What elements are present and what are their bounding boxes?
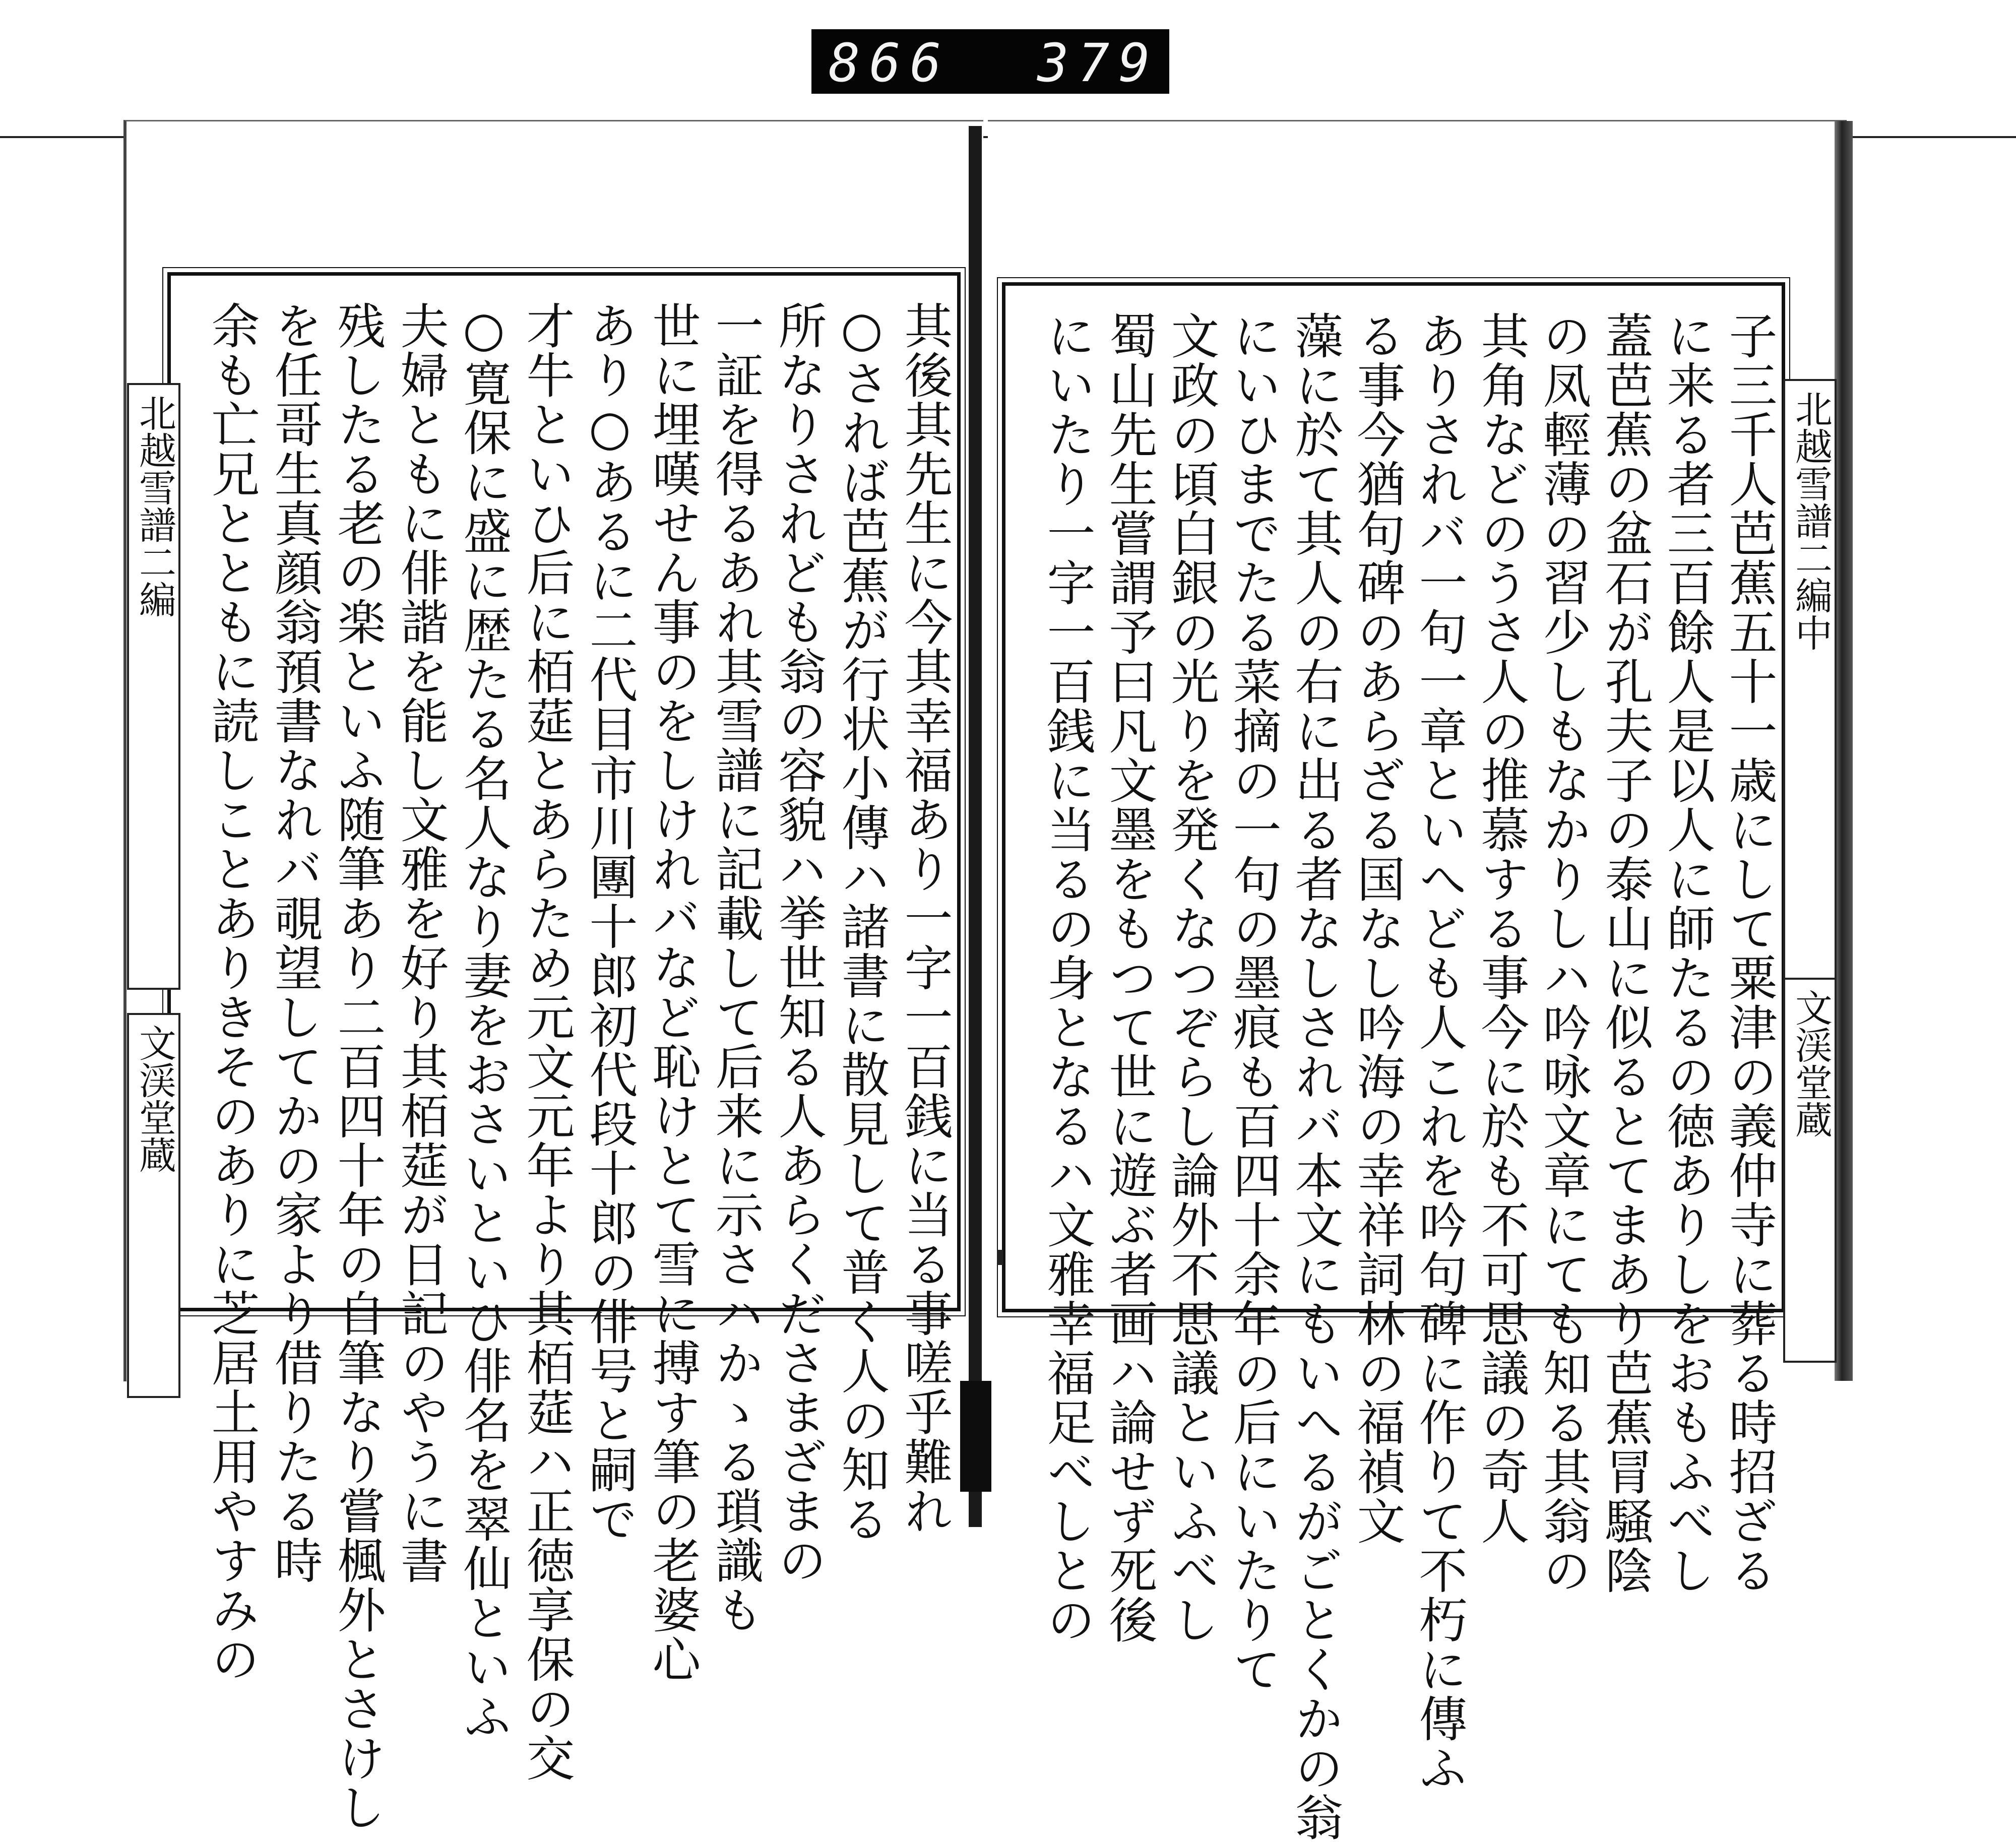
right-hashira-folio: 文渓堂蔵 — [1783, 978, 1837, 1363]
right-hashira-title: 北越雪譜二編中 — [1783, 379, 1837, 986]
right-text-column-7: る事今猶句碑のあらざる国なし吟海の幸祥詞林の福禎文 — [1349, 311, 1406, 1546]
right-text-column-1: 子三千人芭蕉五十一歳にして粟津の義仲寺に葬る時招ざる — [1721, 311, 1778, 1595]
left-page-frame — [167, 272, 961, 1832]
right-text-column-8: 藻に於て其人の右に出る者なしされバ本文にもいへるがごとくかの翁 — [1287, 311, 1344, 1842]
left-text-column-12: 余も亡兄とともに読しことありきそのありに芝居土用やすみの — [204, 301, 260, 1684]
right-text-column-11: 蜀山先生嘗謂予曰凡文墨をもつて世に遊ぶ者画ハ論せず死後 — [1101, 311, 1158, 1644]
left-text-column-1: 其後其先生に今其幸福あり一字一百銭に当る事嗟乎難れ — [897, 301, 953, 1536]
left-text-column-4: 一証を得るあれ其雪譜に記載して后来に示さハかゝる瑣識も — [708, 301, 764, 1634]
left-text-column-6: あり○あるに二代目市川團十郎初代段十郎の俳号と嗣で — [582, 301, 638, 1544]
left-text-column-5: 世に埋嘆せん事のをしけれバなど恥けとて雪に搏す筆の老婆心 — [645, 301, 701, 1684]
right-text-column-6: ありされバ一句一章といへども人これを吟句碑に作りて不朽に傳ふ — [1411, 311, 1468, 1793]
archive-label-left-number: 866 — [829, 32, 951, 94]
left-text-column-11: を任哥生真顔翁預書なれバ覗望してかの家より借りたる時 — [267, 301, 323, 1585]
right-text-column-5: 其角などのうさ人の推慕する事今に於も不可思議の奇人 — [1473, 311, 1530, 1546]
book-spine-foot — [960, 1381, 991, 1492]
left-text-column-10: 残したる老の楽といふ随筆あり二百四十年の自筆なり嘗楓外とさけし — [330, 301, 386, 1832]
right-text-column-3: 蓋芭蕉の盆石が孔夫子の泰山に似るとてまあり芭蕉冐騒陰 — [1597, 311, 1654, 1595]
book-spine — [969, 126, 982, 1527]
archive-label-right-number: 379 — [1037, 32, 1159, 94]
left-text-column-3: 所なりされども翁の容貌ハ挙世知る人あらくださまざまの — [771, 301, 827, 1585]
right-text-column-4: の凤輕薄の習少しもなかりしハ吟咏文章にても知る其翁の — [1535, 311, 1592, 1595]
left-hashira-title: 北越雪譜二編 — [127, 383, 180, 990]
right-text-column-2: に来る者三百餘人是以人に師たるの徳ありしをおもふべし — [1659, 311, 1716, 1595]
left-text-column-8: ○寛保に盛に歴たる名人なり妻をおさいといひ俳名を翠仙といふ — [456, 301, 512, 1741]
right-text-column-10: 文政の頃白銀の光りを発くなつぞらし論外不思議といふべし — [1163, 311, 1220, 1644]
right-text-column-12: にいたり一字一百銭に当るの身となるハ文雅幸福足べしとの — [1039, 311, 1096, 1644]
right-page-edge — [1835, 121, 1853, 1381]
printer-mark — [997, 1250, 1003, 1265]
left-text-column-7: 才牛といひ后に栢莚とあらため元文元年より其栢莚ハ正徳享保の交 — [519, 301, 575, 1783]
right-page-frame — [1002, 282, 1785, 1842]
archive-label — [811, 29, 1169, 94]
right-text-column-9: にいひまでたる菜摘の一句の墨痕も百四十余年の后にいたりて — [1225, 311, 1282, 1694]
left-hashira-folio: 文渓堂蔵 — [127, 1013, 180, 1398]
left-text-column-9: 夫婦ともに俳諧を能し文雅を好り其栢莚が日記のやうに書 — [393, 301, 449, 1585]
left-text-column-2: ○されば芭蕉が行状小傳ハ諸書に散見して普く人の知る — [834, 301, 890, 1544]
